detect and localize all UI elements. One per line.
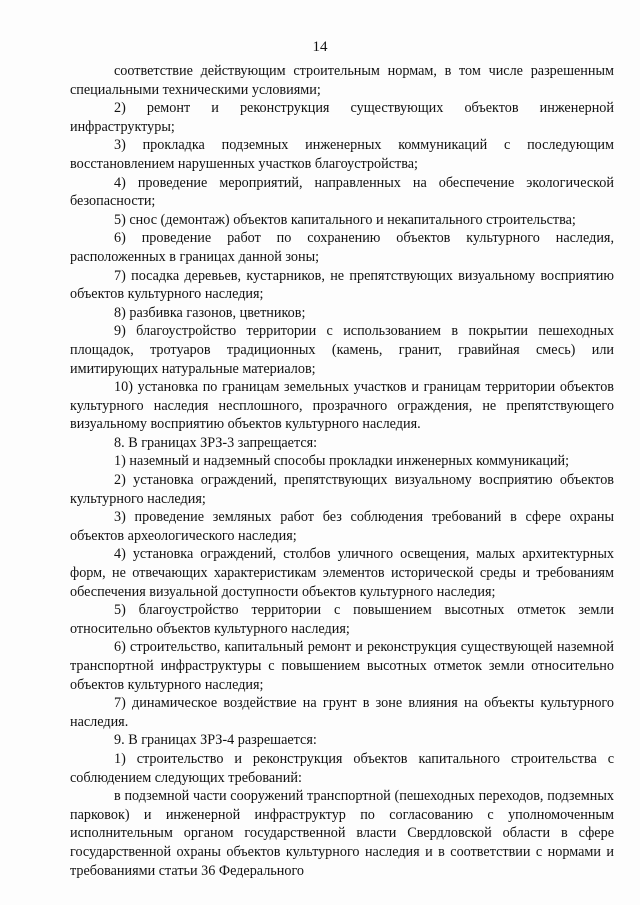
paragraph: 6) проведение работ по сохранению объектов культурного наследия, расположенных в границах данной зоны; bbox=[70, 230, 614, 265]
paragraph: 3) прокладка подземных инженерных коммуникаций с последующим восстановлением нарушенных участков благоустройства; bbox=[70, 137, 614, 172]
paragraph: 5) благоустройство территории с повышением высотных отметок земли относительно объектов культурного наследия; bbox=[70, 602, 614, 637]
page-number: 14 bbox=[312, 39, 328, 55]
section-heading: 9. В границах ЗРЗ-4 разрешается: bbox=[114, 732, 317, 749]
paragraph: 8) разбивка газонов, цветников; bbox=[114, 304, 306, 321]
paragraph: 3) проведение земляных работ без соблюдения требований в сфере охраны объектов археологического наследия; bbox=[70, 509, 614, 544]
paragraph: 7) посадка деревьев, кустарников, не препятствующих визуальному восприятию объектов культурного наследия; bbox=[70, 267, 614, 303]
paragraph: соответствие действующим строительным нормам, в том числе разрешенным специальными техническими условиями; bbox=[70, 63, 614, 98]
paragraph: 7) динамическое воздействие на грунт в зоне влияния на объекты культурного наследия. bbox=[70, 695, 614, 730]
paragraph: 1) наземный и надземный способы прокладки инженерных коммуникаций; bbox=[114, 453, 570, 470]
paragraph: 4) установка ограждений, столбов уличного освещения, малых архитектурных форм, не отвечающих характеристикам элементов исторической среды и требованиям обеспечения визуальной доступности объектов культурного наследия; bbox=[70, 546, 614, 600]
paragraph: 6) строительство, капитальный ремонт и реконструкция существующей наземной транспортной инфраструктуры с повышением высотных отметок земли относительно объектов культурного наследия; bbox=[70, 639, 614, 693]
paragraph: в подземной части сооружений транспортной (пешеходных переходов, подземных парковок) и инженерной инфраструктур по согласованию с уполномоченным исполнительным органом государственной власти Свердловской области в сфере государственной охраны объектов культурного наследия и в соответствии с нормами и требованиями статьи 36 Федерального bbox=[70, 788, 614, 879]
paragraph: 2) установка ограждений, препятствующих визуальному восприятию объектов культурного наследия; bbox=[70, 472, 614, 507]
paragraph: 9) благоустройство территории с использованием в покрытии пешеходных площадок, тротуаров традиционных (камень, гранит, гравийная смесь) или имитирующих натуральные материалов; bbox=[70, 323, 614, 377]
section-heading: 8. В границах ЗРЗ-3 запрещается: bbox=[114, 434, 318, 451]
paragraph: 4) проведение мероприятий, направленных на обеспечение экологической безопасности; bbox=[70, 174, 614, 210]
paragraph: 1) строительство и реконструкция объектов капитального строительства с соблюдением следующих требований: bbox=[70, 750, 614, 786]
paragraph: 2) ремонт и реконструкция существующих объектов инженерной инфраструктуры; bbox=[70, 100, 614, 135]
paragraph: 5) снос (демонтаж) объектов капитального и некапитального строительства; bbox=[114, 211, 576, 228]
document-body bbox=[70, 62, 614, 880]
paragraph: 10) установка по границам земельных участков и границам территории объектов культурного наследия несплошного, прозрачного ограждения, не препятствующего визуальному восприятию объектов культурного наследия. bbox=[70, 379, 614, 433]
